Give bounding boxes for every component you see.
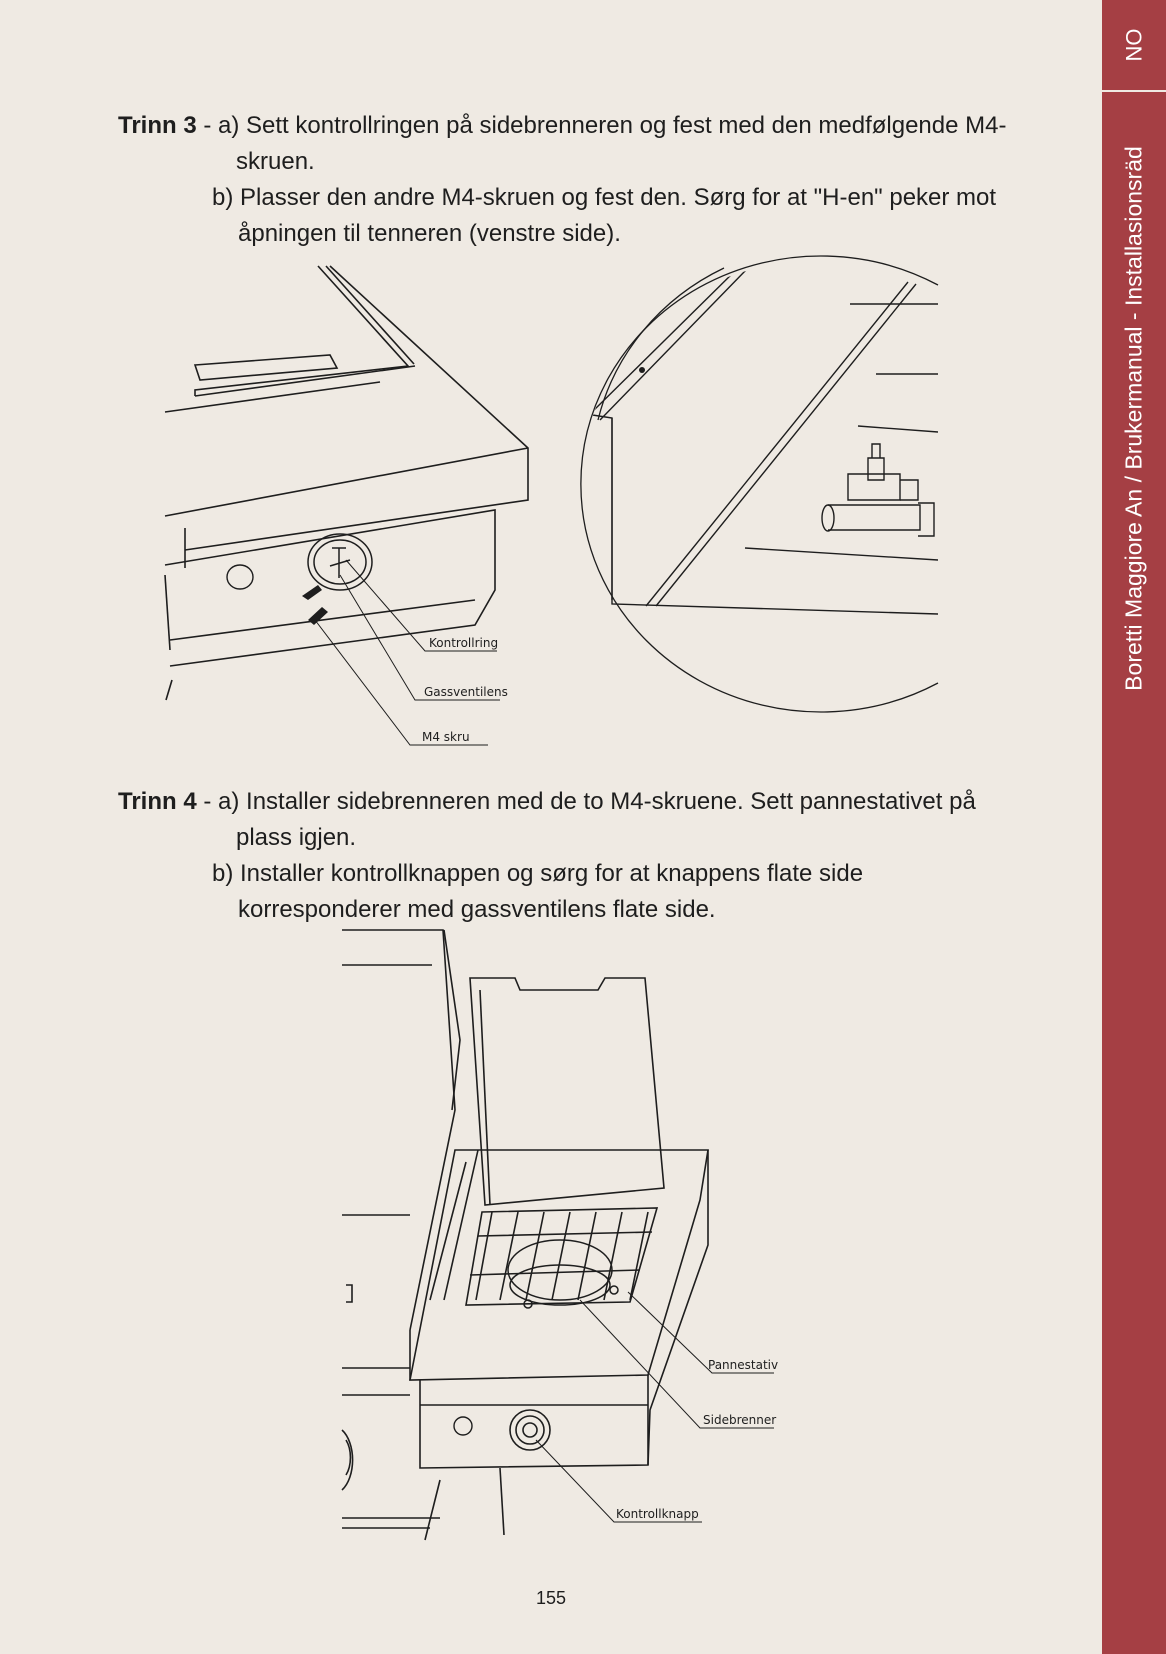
sidebar-title: Boretti Maggiore An / Brukermanual - Installasionsräd xyxy=(1120,146,1147,691)
step-4-label: Trinn 4 xyxy=(118,788,197,815)
callout-kontrollring: Kontrollring xyxy=(429,636,499,650)
callout-pannestativ: Pannestativ xyxy=(708,1358,779,1372)
sidebar-tab xyxy=(1102,0,1166,1654)
grill-body-illustration xyxy=(342,930,460,1528)
step-4-b-line1: b) Installer kontrollknappen og sørg for at knappens flate side xyxy=(212,860,864,887)
callout-m4-skru: M4 skru xyxy=(422,730,470,744)
igniter-hole xyxy=(454,1417,472,1435)
step-3-a-line2: skruen. xyxy=(236,148,315,175)
burner-lid xyxy=(470,978,664,1205)
sidebar-divider xyxy=(1102,90,1166,92)
page-number: 155 xyxy=(535,1588,567,1608)
side-burner-housing xyxy=(410,1150,708,1540)
language-badge xyxy=(1102,0,1166,90)
pan-stand xyxy=(466,1208,657,1305)
step-3-b-line1: b) Plasser den andre M4-skruen og fest den. Sørg for at "H-en" peker mot xyxy=(212,184,997,211)
control-knob xyxy=(510,1410,550,1450)
step-3-a-line1: - a) Sett kontrollringen på sidebrenneren og fest med den medfølgende M4- xyxy=(196,112,1007,139)
callout-gassventilens: Gassventilens xyxy=(424,685,508,699)
leader-lines xyxy=(536,1292,777,1522)
step-3-b-line2: åpningen til tenneren (venstre side). xyxy=(238,220,621,247)
callout-sidebrenner: Sidebrenner xyxy=(703,1413,777,1427)
step-4-a-line1: - a) Installer sidebrenneren med de to M4-skruene. Sett pannestativet på xyxy=(196,788,976,815)
language-label: NO xyxy=(1121,28,1146,62)
callout-kontrollknapp: Kontrollknapp xyxy=(616,1507,699,1521)
step-4-a-line2: plass igjen. xyxy=(236,824,357,851)
step-3-label: Trinn 3 xyxy=(118,112,197,139)
step-4-b-line2: korresponderer med gassventilens flate side. xyxy=(238,896,716,923)
